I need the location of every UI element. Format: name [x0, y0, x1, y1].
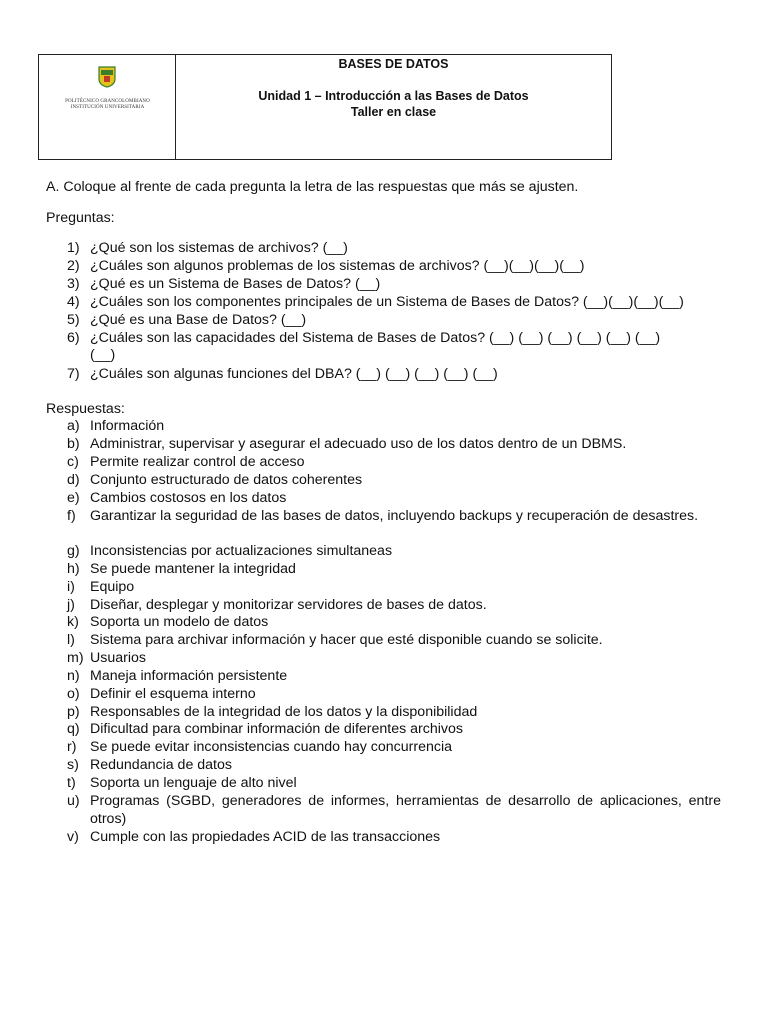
- answer-letter: i): [67, 579, 75, 595]
- logo-text-line-1: POLITÉCNICO GRANCOLOMBIANO: [65, 99, 150, 104]
- answer-text: Diseñar, desplegar y monitorizar servidores de bases de datos.: [90, 597, 487, 613]
- answer-text: Garantizar la seguridad de las bases de datos, incluyendo backups y recuperación de desastres.: [90, 508, 699, 524]
- answer-letter: f): [67, 508, 76, 524]
- header-table: [38, 54, 612, 160]
- answer-text: Usuarios: [90, 650, 146, 666]
- answer-text: Inconsistencias por actualizaciones simultaneas: [90, 543, 393, 559]
- question-number: 6): [67, 330, 80, 346]
- questions-heading: Preguntas:: [46, 210, 115, 226]
- unit-title: Unidad 1 – Introducción a las Bases de Datos: [258, 89, 529, 103]
- question-number: 7): [67, 366, 80, 382]
- question-number: 2): [67, 258, 80, 274]
- answer-text: Definir el esquema interno: [90, 686, 256, 702]
- answer-text: Soporta un lenguaje de alto nivel: [90, 775, 297, 791]
- question-text: ¿Cuáles son algunas funciones del DBA? (__) (__) (__) (__) (__): [90, 366, 498, 382]
- institution-logo-icon: [98, 66, 116, 88]
- answer-text: Administrar, supervisar y asegurar el adecuado uso de los datos dentro de un DBMS.: [90, 436, 627, 452]
- course-title: BASES DE DATOS: [338, 57, 449, 71]
- answer-text: Responsables de la integridad de los datos y la disponibilidad: [90, 704, 478, 720]
- question-text: ¿Cuáles son las capacidades del Sistema de Bases de Datos? (__) (__) (__) (__) (__) (__): [90, 330, 661, 346]
- question-text: ¿Qué son los sistemas de archivos? (__): [90, 240, 348, 256]
- answer-text: Cumple con las propiedades ACID de las transacciones: [90, 829, 441, 845]
- question-text: ¿Qué es un Sistema de Bases de Datos? (__): [90, 276, 381, 292]
- answer-text: Maneja información persistente: [90, 668, 288, 684]
- answer-letter: c): [67, 454, 79, 470]
- answer-text: Se puede mantener la integridad: [90, 561, 296, 577]
- logo-text-line-2: INSTITUCIÓN UNIVERSITARIA: [70, 105, 145, 110]
- answer-letter: p): [67, 704, 80, 720]
- answer-text: Dificultad para combinar información de diferentes archivos: [90, 721, 463, 737]
- workshop-subtitle: Taller en clase: [350, 105, 437, 119]
- question-number: 1): [67, 240, 80, 256]
- answer-text: Equipo: [90, 579, 135, 595]
- question-text: ¿Cuáles son los componentes principales de un Sistema de Bases de Datos? (__)(__)(__)(__): [90, 294, 684, 310]
- answer-text: Conjunto estructurado de datos coherentes: [90, 472, 363, 488]
- answer-text: Sistema para archivar información y hacer que esté disponible cuando se solicite.: [90, 632, 603, 648]
- answer-text: Se puede evitar inconsistencias cuando hay concurrencia: [90, 739, 453, 755]
- question-text: ¿Qué es una Base de Datos? (__): [90, 312, 307, 328]
- answers-heading: Respuestas:: [46, 401, 125, 417]
- logo-cell: [39, 55, 176, 159]
- answer-text: Cambios costosos en los datos: [90, 490, 287, 506]
- answer-letter: q): [67, 721, 80, 737]
- answer-letter: o): [67, 686, 80, 702]
- answer-letter: n): [67, 668, 80, 684]
- answer-letter: k): [67, 614, 79, 630]
- answer-text: Programas (SGBD, generadores de informes, herramientas de desarrollo de aplicaciones, entre otros): [90, 793, 721, 827]
- answer-letter: t): [67, 775, 76, 791]
- answer-letter: r): [67, 739, 77, 755]
- title-cell: [176, 55, 611, 159]
- answer-letter: v): [67, 829, 79, 845]
- question-text-continuation: (__): [90, 347, 116, 363]
- answer-text: Permite realizar control de acceso: [90, 454, 305, 470]
- answer-letter: j): [67, 597, 75, 613]
- answer-text: Redundancia de datos: [90, 757, 232, 773]
- answer-letter: g): [67, 543, 80, 559]
- answer-letter: s): [67, 757, 79, 773]
- instruction-text: A. Coloque al frente de cada pregunta la letra de las respuestas que más se ajusten.: [46, 179, 579, 195]
- answer-letter: m): [67, 650, 84, 666]
- answer-text: Información: [90, 418, 165, 434]
- answer-letter: d): [67, 472, 80, 488]
- answer-letter: e): [67, 490, 80, 506]
- question-text: ¿Cuáles son algunos problemas de los sistemas de archivos? (__)(__)(__)(__): [90, 258, 585, 274]
- question-number: 5): [67, 312, 80, 328]
- question-number: 4): [67, 294, 80, 310]
- question-number: 3): [67, 276, 80, 292]
- answer-letter: u): [67, 793, 80, 809]
- answer-letter: b): [67, 436, 80, 452]
- answer-letter: a): [67, 418, 80, 434]
- logo-text: [39, 99, 176, 111]
- answer-letter: l): [67, 632, 75, 648]
- answer-letter: h): [67, 561, 80, 577]
- answer-text: Soporta un modelo de datos: [90, 614, 269, 630]
